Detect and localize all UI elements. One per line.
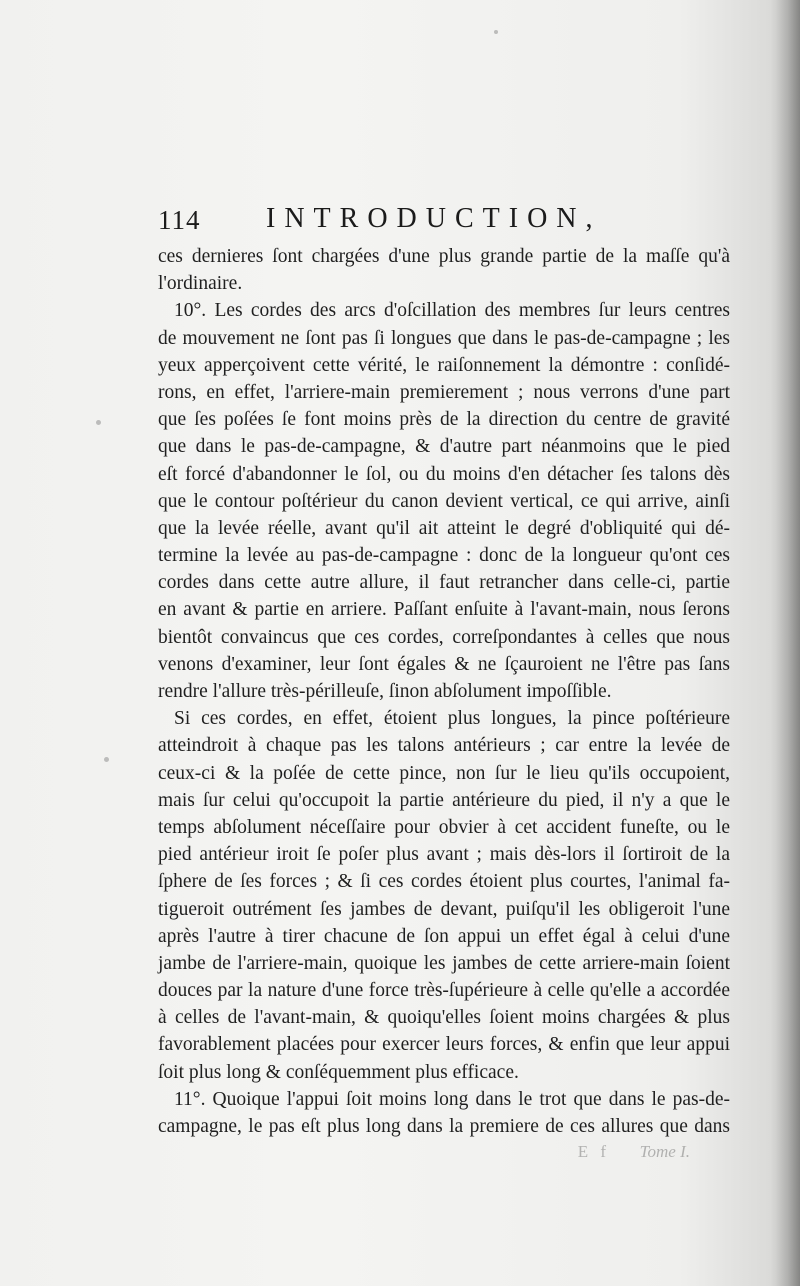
paper-speck: [96, 420, 101, 425]
text-line: yeux apperçoivent cette vérité, le raiſonnement la démontre : conſidé-: [158, 354, 730, 376]
text-line: bientôt convaincus que ces cordes, correſpondantes à celles que nous: [158, 626, 730, 648]
text-line: à celles de l'avant-main, & quoiqu'elles ſoient moins chargées & plus: [158, 1007, 730, 1029]
text-line: que ſes poſées ſe font moins près de la direction du centre de gravité: [158, 409, 730, 431]
text-line: jambe de l'arriere-main, quoique les jambes de cette arriere-main ſoient: [158, 952, 730, 974]
page-number: 114: [158, 205, 201, 235]
text-line: venons d'examiner, leur ſont égales & ne ſçauroient ne l'être pas ſans: [158, 653, 730, 675]
text-line: 10°. Les cordes des arcs d'oſcillation des membres ſur leurs centres: [174, 300, 730, 322]
tome-mark: Tome I.: [639, 1142, 690, 1161]
text-line: que la levée réelle, avant qu'il ait atteint le degré d'obliquité qui dé-: [158, 517, 730, 539]
text-line: pied antérieur iroit ſe poſer plus avant ; mais dès-lors il ſortiroit de la: [158, 844, 730, 866]
text-line: tigueroit outrément ſes jambes de devant, puiſqu'il les obligeroit l'une: [158, 898, 730, 920]
text-line: rendre l'allure très-périlleuſe, ſinon abſolument impoſſible.: [158, 681, 612, 702]
body-text: [158, 243, 730, 1140]
text-line: atteindroit à chaque pas les talons antérieurs ; car entre la levée de: [158, 735, 730, 757]
paper-speck: [494, 30, 498, 34]
text-line: de mouvement ne ſont pas ſi longues que dans le pas-de-campagne ; les: [158, 327, 730, 349]
text-line: que dans le pas-de-campagne, & d'autre part néanmoins que le pied: [158, 436, 730, 458]
text-line: douces par la nature d'une force très-ſupérieure à celle qu'elle a accordée: [158, 980, 730, 1002]
text-line: favorablement placées pour exercer leurs forces, & enfin que leur appui: [158, 1034, 730, 1056]
text-line: après l'autre à tirer chacune de ſon appui un effet égal à celui d'une: [158, 925, 730, 947]
text-line: ceux-ci & la poſée de cette pince, non ſur le lieu qu'ils occupoient,: [158, 762, 730, 784]
text-line: l'ordinaire.: [158, 273, 243, 295]
text-line: ſphere de ſes forces ; & ſi ces cordes étoient plus courtes, l'animal fa-: [158, 871, 730, 893]
footer-marks: [158, 1138, 730, 1168]
text-line: en avant & partie en arriere. Paſſant enſuite à l'avant-main, nous ſerons: [158, 599, 730, 621]
signature-mark: E f: [577, 1142, 610, 1161]
text-line: ces dernieres ſont chargées d'une plus grande partie de la maſſe qu'à: [158, 246, 730, 267]
text-line: cordes dans cette autre allure, il faut retrancher dans celle-ci, partie: [158, 572, 730, 594]
text-line: campagne, le pas eſt plus long dans la premiere de ces allures que dans: [158, 1116, 730, 1137]
running-title: INTRODUCTION,: [266, 203, 602, 234]
text-line: rons, en effet, l'arriere-main premierement ; nous verrons d'une part: [158, 381, 730, 403]
text-line: Si ces cordes, en effet, étoient plus longues, la pince poſtérieure: [174, 708, 730, 730]
text-line: 11°. Quoique l'appui ſoit moins long dans le trot que dans le pas-de-: [174, 1088, 730, 1110]
text-line: que le contour poſtérieur du canon devient vertical, ce qui arrive, ainſi: [158, 490, 730, 512]
text-line: eſt forcé d'abandonner le ſol, ou du moins d'en détacher ſes talons dès: [158, 463, 730, 485]
text-line: temps abſolument néceſſaire pour obvier à cet accident funeſte, ou le: [158, 816, 730, 838]
running-head: [158, 202, 733, 242]
paper-speck: [104, 757, 109, 762]
text-line: mais ſur celui qu'occupoit la partie antérieure du pied, il n'y a que le: [158, 789, 730, 811]
text-line: ſoit plus long & conſéquemment plus efficace.: [158, 1061, 519, 1083]
page-edge-shadow: [770, 0, 800, 1286]
text-line: termine la levée au pas-de-campagne : donc de la longueur qu'ont ces: [158, 545, 730, 567]
